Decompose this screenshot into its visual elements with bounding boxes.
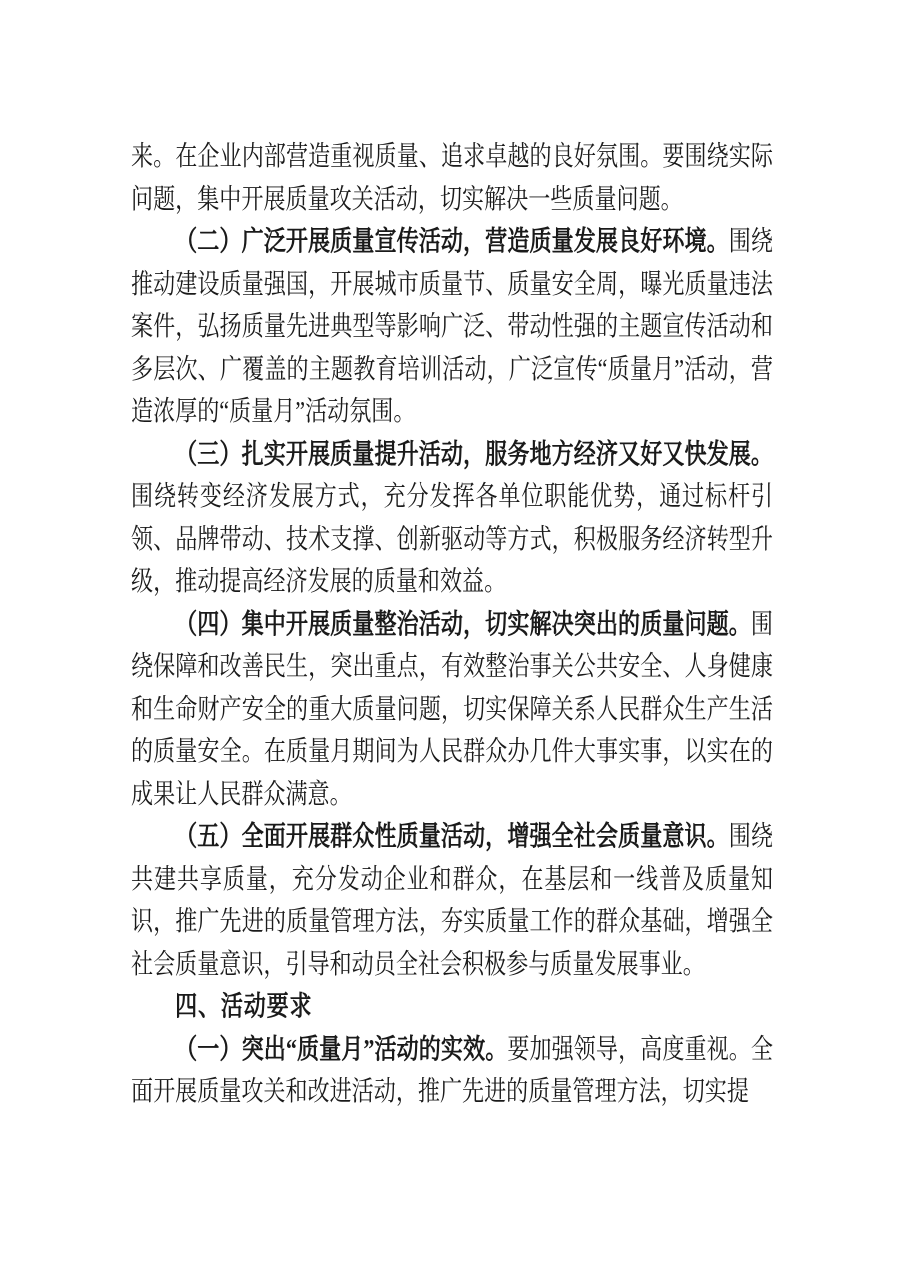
section-heading-text: 四、活动要求	[175, 990, 313, 1021]
section-4-heading	[131, 985, 773, 1028]
bold-lead-text: （二）广泛开展质量宣传活动，营造质量发展良好环境。	[175, 225, 729, 256]
body-text: 围绕共建共享质量，充分发动企业和群众，在基层和一线普及质量知识，推广先进的质量管理方法，夯实质量工作的群众基础，增强全社会质量意识，引导和动员全社会积极参与质量发展事业。	[131, 820, 774, 979]
bold-lead-text: （五）全面开展群众性质量活动，增强全社会质量意识。	[175, 820, 729, 851]
body-text: 围绕保障和改善民生，突出重点，有效整治事关公共安全、人身健康和生命财产安全的重大质量问题，切实保障关系人民群众生产生活的质量安全。在质量月期间为人民群众办几件大事实事，以实在的成果让人民群众满意。	[131, 607, 773, 809]
body-text: 来。在企业内部营造重视质量、追求卓越的良好氛围。要围绕实际问题，集中开展质量攻关活动，切实解决一些质量问题。	[131, 140, 773, 214]
body-text: 围绕转变经济发展方式，充分发挥各单位职能优势，通过标杆引领、品牌带动、技术支撑、创新驱动等方式，积极服务经济转型升级，推动提高经济发展的质量和效益。	[131, 480, 773, 596]
requirement-1-paragraph	[131, 1028, 773, 1113]
body-text: 要加强领导，高度重视。全面开展质量攻关和改进活动，推广先进的质量管理方法，切实提	[131, 1032, 774, 1106]
body-text: 围绕推动建设质量强国，开展城市质量节、质量安全周，曝光质量违法案件，弘扬质量先进典型等影响广泛、带动性强的主题宣传活动和多层次、广覆盖的主题教育培训活动，广泛宣传“质量月”活动，营造浓厚的“质量月”活动氛围。	[131, 225, 774, 426]
item-4-paragraph	[131, 603, 773, 816]
bold-lead-text: （四）集中开展质量整治活动，切实解决突出的质量问题。	[175, 607, 751, 639]
continuation-paragraph	[131, 135, 773, 220]
item-3-paragraph	[131, 433, 773, 603]
bold-lead-text: （一）突出“质量月”活动的实效。	[175, 1032, 508, 1064]
item-5-paragraph	[131, 815, 773, 985]
bold-lead-text: （三）扎实开展质量提升活动，服务地方经济又好又快发展。	[175, 437, 773, 469]
document-text-block	[131, 135, 773, 1113]
item-2-paragraph	[131, 220, 773, 433]
